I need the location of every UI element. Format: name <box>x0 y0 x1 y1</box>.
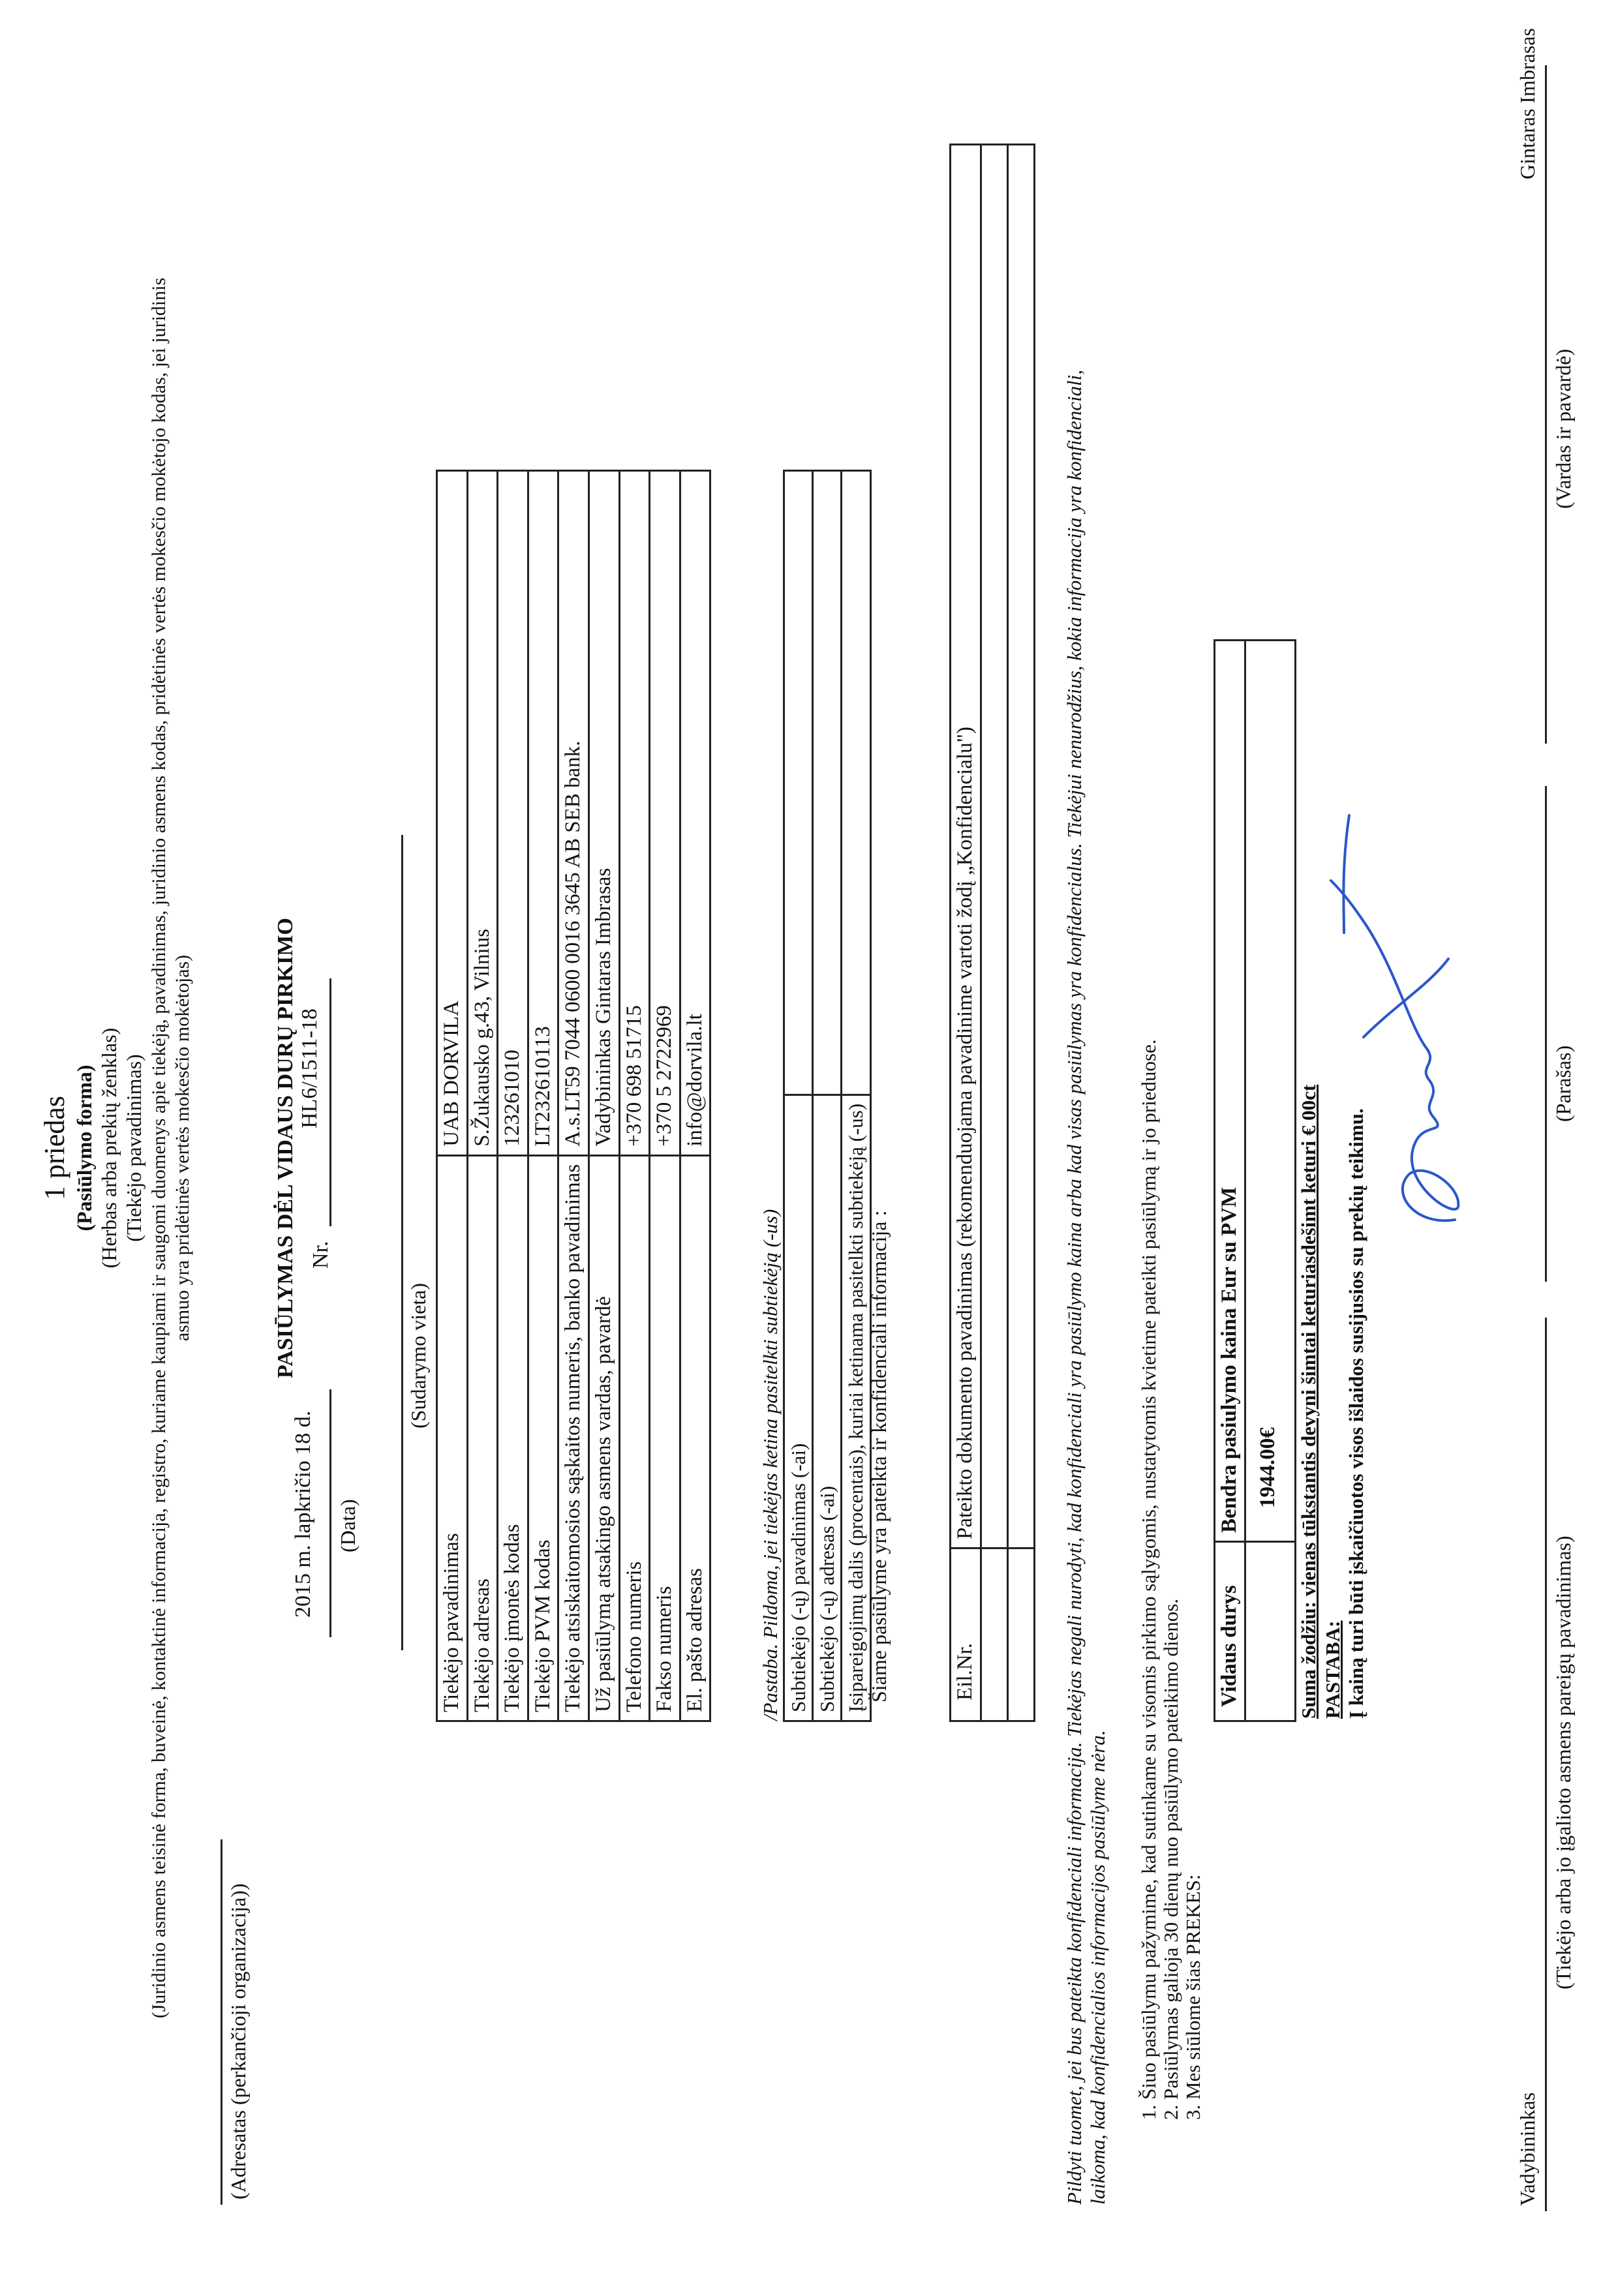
addressee-label: (Adresatas (perkančioji organizacija)) <box>226 1883 250 2199</box>
supplier-name-note: (Tiekėjo pavadinimas) <box>122 1054 145 1242</box>
brand-note: (Herbas arba prekių ženklas) <box>97 1027 121 1269</box>
date-line <box>329 1389 331 1637</box>
table-row <box>650 471 680 1721</box>
name-value: Gintaras Imbrasas <box>1516 28 1539 179</box>
table-cell <box>981 1548 1007 1721</box>
table-cell: Įsipareigojimų dalis (procentais), kuriai ketinama pasitelkti subtiekėją (-us) <box>842 1095 870 1721</box>
table-cell: Tiekėjo PVM kodas <box>528 1155 558 1721</box>
table-cell: Bendra pasiulymo kaina Eur su PVM <box>1215 641 1245 1542</box>
signature-line <box>1545 786 1547 1282</box>
table-cell <box>981 145 1007 1548</box>
table-row <box>558 471 589 1721</box>
table-cell: 123261010 <box>498 471 528 1156</box>
table-cell: Vidaus durys <box>1215 1542 1245 1721</box>
place-line <box>401 835 403 1650</box>
table-cell: UAB DORVILA <box>437 471 468 1156</box>
table-cell <box>1007 1548 1034 1721</box>
sum-in-words: Suma žodžiu: vienas tūkstantis devyni šimtai keturiasdešimt keturi € 00ct <box>1297 1084 1320 1719</box>
subcontractor-note: /Pastaba. Pildoma, jei tiekėjas ketina pasitelkti subtiekėją (-us) <box>759 1209 782 1721</box>
table-row <box>784 471 813 1721</box>
table-row <box>951 145 981 1721</box>
term-3: 3. Mes siūlome šias PREKES: <box>1182 1874 1204 2120</box>
position-caption: (Tiekėjo arba jo įgalioto asmens pareigų pavadinimas) <box>1551 1535 1575 1989</box>
confidential-intro: Šiame pasiūlyme yra pateikta ir konfidenciali informacija : <box>867 1210 891 1702</box>
table-cell <box>813 471 842 1095</box>
supplier-table <box>436 470 711 1722</box>
table-cell: Telefono numeris <box>619 1155 650 1721</box>
table-cell: Pateikto dokumento pavadinimas (rekomenduojama pavadinime vartoti žodį „Konfidencialu") <box>951 145 981 1548</box>
table-cell: Vadybininkas Gintaras Imbrasas <box>588 471 619 1156</box>
date-value: 2015 m. lapkričio 18 d. <box>291 1410 315 1618</box>
table-row <box>680 471 710 1721</box>
table-cell: Tiekėjo įmonės kodas <box>498 1155 528 1721</box>
table-cell: Tiekėjo atsiskaitomosios sąskaitos numeris, banko pavadinimas <box>558 1155 589 1721</box>
legal-note: (Juridinio asmens teisinė forma, buveinė, kontaktinė informacija, registro, kuriame kaupiami ir saugomi duomenys apie tiekėją, pavadinimas, juridinio asmens kodas, pridėtinės vertės mokesčio mokėtojo kodas, jei juridinis <box>148 277 170 2019</box>
table-cell <box>1245 1542 1295 1721</box>
term-1: 1. Šiuo pasiūlymu pažymime, kad sutinkame su visomis pirkimo sąlygomis, nustatytomis kvietime pateikti pasiūlymą ir jo prieduose. <box>1137 1039 1160 2120</box>
table-cell <box>1007 145 1034 1548</box>
note-text: Į kainą turi būti įskaičiuotos visos išlaidos susijusios su prekių teikimu. <box>1345 1108 1367 1719</box>
subcontractor-table <box>783 470 872 1722</box>
signature-caption: (Parašas) <box>1551 1045 1575 1122</box>
table-cell: LT232610113 <box>528 471 558 1156</box>
table-cell: Fakso numeris <box>650 1155 680 1721</box>
position-line <box>1545 1318 1547 2211</box>
nr-label: Nr. <box>309 1241 333 1269</box>
nr-line <box>329 978 331 1226</box>
date-label: (Data) <box>336 1499 359 1552</box>
table-cell: Tiekėjo pavadinimas <box>437 1155 468 1721</box>
position-value: Vadybininkas <box>1516 2092 1539 2206</box>
table-cell: A.s.LT59 7044 0600 0016 3645 AB SEB bank. <box>558 471 589 1156</box>
table-row <box>498 471 528 1721</box>
table-cell: info@dorvila.lt <box>680 471 710 1156</box>
name-line <box>1545 65 1547 744</box>
legal-note-continued: asmuo yra pridėtinės vertės mokesčio mokėtojas) <box>172 954 193 1342</box>
form-title: 1 priedas <box>38 1095 70 1201</box>
confidential-table <box>949 144 1035 1722</box>
table-cell: S.Žukausko g.43, Vilnius <box>467 471 498 1156</box>
table-row <box>981 145 1007 1721</box>
addressee-line <box>221 1839 222 2205</box>
table-row <box>588 471 619 1721</box>
table-cell <box>784 471 813 1095</box>
table-cell: El. pašto adresas <box>680 1155 710 1721</box>
goods-table <box>1214 639 1296 1722</box>
place-label: (Sudarymo vieta) <box>406 1282 430 1428</box>
table-row <box>528 471 558 1721</box>
table-row <box>1245 641 1295 1721</box>
table-cell <box>842 471 870 1095</box>
proposal-title: PASIŪLYMAS DĖL VIDAUS DURŲ PIRKIMO <box>273 918 298 1378</box>
table-row <box>467 471 498 1721</box>
table-cell: Subtiekėjo (-ų) pavadinimas (-ai) <box>784 1095 813 1721</box>
table-cell: Eil.Nr. <box>951 1548 981 1721</box>
table-row <box>619 471 650 1721</box>
signature-icon <box>1318 789 1488 1233</box>
form-name: (Pasiūlymo forma) <box>72 1065 96 1231</box>
table-cell: +370 698 51715 <box>619 471 650 1156</box>
table-row <box>1215 641 1245 1721</box>
price-cell: 1944.00€ <box>1245 641 1295 1542</box>
table-cell: Už pasiūlymą atsakingo asmens vardas, pavardė <box>588 1155 619 1721</box>
nr-value: HL6/1511-18 <box>298 1008 322 1128</box>
table-cell: +370 5 2722969 <box>650 471 680 1156</box>
table-cell: Subtiekėjo (-ų) adresas (-ai) <box>813 1095 842 1721</box>
note-label: PASTABA: <box>1321 1620 1344 1719</box>
confidential-notice-continued: laikoma, kad konfidencialios informacijos pasiūlyme nėra. <box>1086 1730 1109 2205</box>
table-row <box>1007 145 1034 1721</box>
term-2: 2. Pasiūlymas galioja 30 dienų nuo pasiūlymo pateikimo dienos. <box>1159 1598 1182 2120</box>
table-cell: Tiekėjo adresas <box>467 1155 498 1721</box>
confidential-notice: Pildyti tuomet, jei bus pateikta konfidenciali informacija. Tiekėjas negali nurodyti, kad konfidenciali yra pasiūlymo kaina arba kad visas pasiūlymas yra konfidencialus. Tiekėjui nenurodžius, kokia informacija yra konfidenciali, <box>1063 369 1086 2205</box>
table-row <box>437 471 468 1721</box>
name-caption: (Vardas ir pavardė) <box>1551 348 1575 509</box>
table-row <box>813 471 842 1721</box>
